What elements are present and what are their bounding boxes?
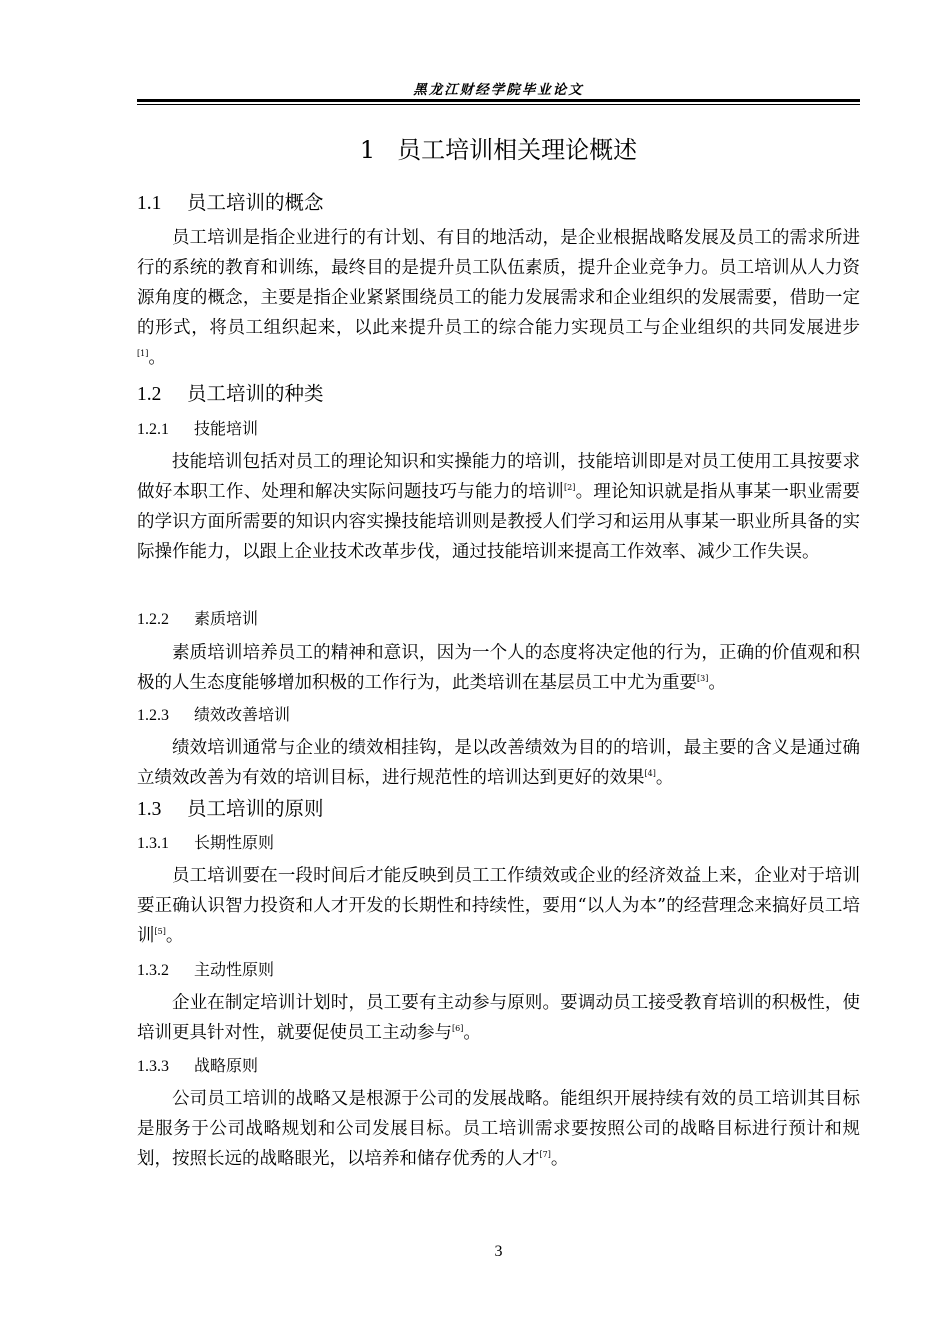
subsection-number: 1.3.1 [137,835,169,852]
paragraph-tail: 。 [148,348,166,368]
header-rule-thin [137,104,860,105]
subsection-title: 绩效改善培训 [194,705,291,724]
chapter-number: 1 [359,136,376,164]
section-number: 1.2 [137,384,162,405]
citation: [1] [137,349,149,358]
paragraph-text: 技能培训包括对员工的理论知识和实操能力的培训，技能培训即是对员工使用工具按要求做好本职工作、处理和解决实际问题技巧与能力的培训 [137,452,860,502]
section-title: 员工培训的概念 [187,191,324,214]
paragraph-tail: 。 [550,1149,569,1169]
citation: [2] [564,483,576,492]
subsection-heading-1-2-1 [137,417,258,442]
subsection-heading-1-2-2 [137,607,258,632]
chapter-heading [137,133,860,167]
subsection-number: 1.2.3 [137,707,169,724]
section-heading-1-2 [137,380,324,409]
paragraph-tail: 。理论知识就是指从事某一职业需要的学识方面所需要的知识内容实操技能培训则是教授人们学习和运用从事某一职业所具备的实际操作能力，以跟上企业技术改革步伐，通过技能培训来提高工作效率、减少工作失误。 [137,482,861,562]
header-rule-thick [137,99,860,102]
paragraph-1-2-3 [137,733,860,793]
paragraph-1-3-1 [137,861,860,951]
subsection-title: 素质培训 [194,609,259,628]
subsection-title: 战略原则 [194,1056,259,1075]
paragraph-text: 公司员工培训的战略又是根源于公司的发展战略。能组织开展持续有效的员工培训其目标是服务于公司战略规划和公司发展目标。员工培训需求要按照公司的战略目标进行预计和规划，按照长远的战略眼光，以培养和储存优秀的人才 [137,1089,860,1169]
paragraph-1-2-1 [137,447,860,567]
subsection-heading-1-3-3 [137,1054,258,1079]
subsection-number: 1.3.2 [137,962,169,979]
subsection-title: 技能培训 [194,419,259,438]
subsection-number: 1.2.2 [137,611,169,628]
section-number: 1.3 [137,799,162,820]
paragraph-1-3-3 [137,1084,860,1174]
paragraph-text: 员工培训是指企业进行的有计划、有目的地活动，是企业根据战略发展及员工的需求所进行的系统的教育和训练，最终目的是提升员工队伍素质，提升企业竞争力。员工培训从人力资源角度的概念，主要是指企业紧紧围绕员工的能力发展需求和企业组织的发展需要，借助一定的形式，将员工组织起来，以此来提升员工的综合能力实现员工与企业组织的共同发展进步 [137,228,860,338]
paragraph-1-3-2 [137,988,860,1048]
paragraph-1-2-2 [137,638,860,698]
paragraph-text: 企业在制定培训计划时，员工要有主动参与原则。要调动员工接受教育培训的积极性，使培训更具针对性，就要促使员工主动参与 [137,993,860,1043]
paragraph-1-1 [137,223,860,373]
citation: [5] [154,927,166,936]
paragraph-text: 素质培训培养员工的精神和意识，因为一个人的态度将决定他的行为，正确的价值观和积极的人生态度能够增加积极的工作行为，此类培训在基层员工中尤为重要 [137,643,860,693]
citation: [3] [697,674,709,683]
page-number: 3 [494,1243,503,1260]
section-number: 1.1 [137,193,162,214]
running-header: 黑龙江财经学院毕业论文 [413,82,584,98]
paragraph-text: 绩效培训通常与企业的绩效相挂钩，是以改善绩效为目的的培训，最主要的含义是通过确立绩效改善为有效的培训目标，进行规范性的培训达到更好的效果 [137,738,860,788]
subsection-heading-1-2-3 [137,703,290,728]
citation: [4] [644,769,656,778]
subsection-heading-1-3-1 [137,831,274,856]
subsection-heading-1-3-2 [137,958,274,983]
section-heading-1-3 [137,795,324,824]
paragraph-tail: 。 [708,673,726,693]
paragraph-text: 员工培训要在一段时间后才能反映到员工工作绩效或企业的经济效益上来，企业对于培训要正确认识智力投资和人才开发的长期性和持续性，要用“以人为本”的经营理念来搞好员工培训 [137,866,860,946]
citation: [7] [539,1150,551,1159]
paragraph-tail: 。 [463,1023,481,1043]
section-title: 员工培训的种类 [187,382,324,405]
section-heading-1-1 [137,189,324,218]
subsection-number: 1.2.1 [137,421,169,438]
subsection-title: 长期性原则 [194,833,275,852]
citation: [6] [452,1024,464,1033]
paragraph-tail: 。 [655,768,674,788]
subsection-number: 1.3.3 [137,1058,169,1075]
paragraph-tail: 。 [165,926,184,946]
chapter-title: 员工培训相关理论概述 [397,136,638,164]
section-title: 员工培训的原则 [187,797,324,820]
subsection-title: 主动性原则 [194,960,275,979]
